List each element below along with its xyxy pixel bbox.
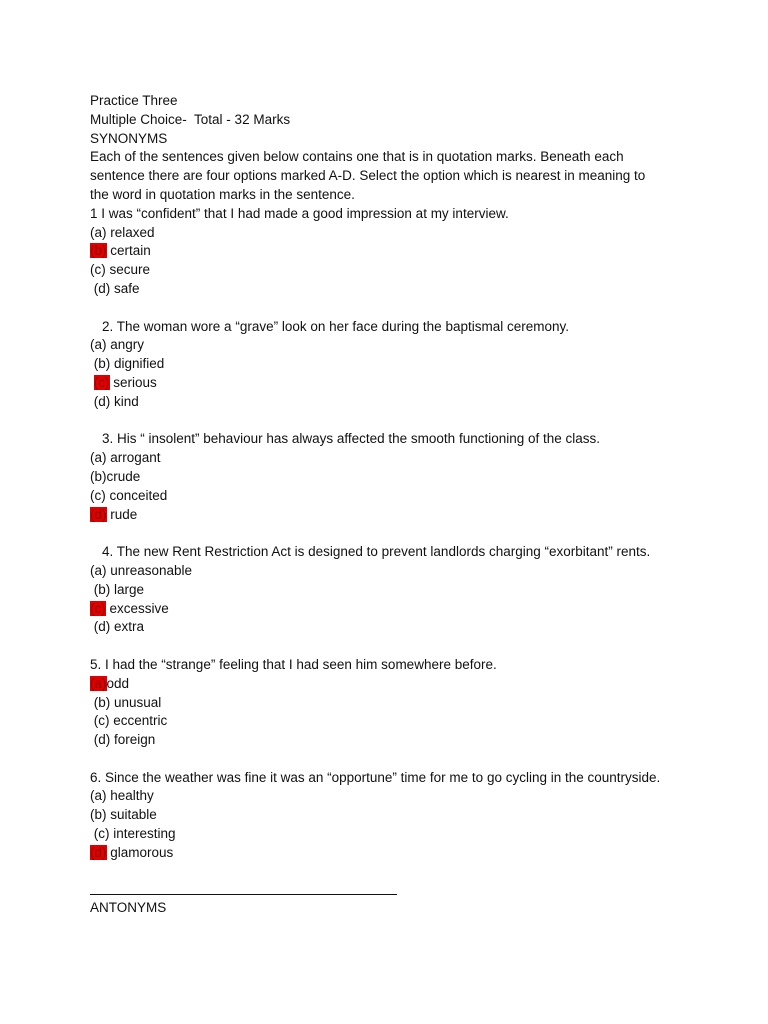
option-text: foreign — [110, 732, 156, 748]
option-label-highlighted: (c) — [93, 374, 110, 390]
option-label: (a) — [90, 788, 107, 804]
answer-option — [90, 562, 690, 581]
option-label: (d) — [93, 619, 111, 635]
question-text: 2. The woman wore a “grave” look on her face during the baptismal ceremony. — [102, 318, 569, 334]
question-text: 3. His “ insolent” behaviour has always affected the smooth functioning of the class. — [102, 431, 601, 447]
answer-option — [90, 280, 690, 299]
answer-option — [90, 600, 690, 619]
option-label: (d) — [93, 393, 111, 409]
option-label-highlighted: (d) — [90, 844, 107, 860]
option-text: certain — [106, 243, 151, 259]
answer-option — [90, 449, 690, 468]
question-text: 5. I had the “strange” feeling that I had seen him somewhere before. — [90, 656, 497, 672]
question-text: 1 I was “confident” that I had made a good impression at my interview. — [90, 205, 509, 221]
divider-rule — [90, 881, 397, 895]
answer-option — [90, 393, 690, 412]
option-text: excessive — [105, 600, 169, 616]
option-label: (a) — [90, 450, 107, 466]
document-title: Practice Three — [90, 93, 178, 108]
answer-option — [90, 731, 690, 750]
answer-option — [90, 825, 690, 844]
option-text: relaxed — [106, 224, 155, 240]
option-label-highlighted: (b) — [90, 243, 107, 259]
section-heading-antonyms: ANTONYMS — [90, 900, 167, 916]
option-label: (c) — [90, 262, 106, 278]
answer-option — [90, 844, 690, 863]
option-text: kind — [110, 393, 139, 409]
answer-option — [90, 787, 690, 806]
option-label: (b) — [93, 356, 111, 372]
option-text: odd — [106, 675, 130, 691]
option-label: (a) — [90, 562, 107, 578]
option-text: serious — [109, 374, 157, 390]
answer-option — [90, 355, 690, 374]
instructions-paragraph: Each of the sentences given below contains one that is in quotation marks. Beneath each sentence there are four options marked A-D. Select the option which is nearest in meaning to the word in quotation marks in the sentence. — [90, 149, 646, 202]
option-label: (b) — [93, 581, 111, 597]
option-text: glamorous — [106, 844, 174, 860]
answer-option — [90, 506, 690, 525]
answer-option — [90, 487, 690, 506]
option-label-highlighted: (a) — [90, 675, 107, 691]
option-text: interesting — [109, 826, 176, 842]
answer-option — [90, 618, 690, 637]
option-text: rude — [106, 506, 138, 522]
option-text: healthy — [106, 788, 154, 804]
option-label: (a) — [90, 337, 107, 353]
option-text: conceited — [105, 487, 168, 503]
option-label: (c) — [90, 487, 106, 503]
answer-option — [90, 581, 690, 600]
question-text: 6. Since the weather was fine it was an “opportune” time for me to go cycling in the countryside. — [90, 769, 661, 785]
answer-option — [90, 694, 690, 713]
option-label: (a) — [90, 224, 107, 240]
option-text: extra — [110, 619, 145, 635]
answer-option — [90, 712, 690, 731]
option-label: (b) — [90, 807, 107, 823]
option-label-highlighted: (d) — [90, 506, 107, 522]
option-label: (d) — [93, 732, 111, 748]
answer-option — [90, 336, 690, 355]
answer-option — [90, 242, 690, 261]
option-label-highlighted: (c) — [90, 600, 106, 616]
question-text: 4. The new Rent Restriction Act is designed to prevent landlords charging “exorbitant” rents. — [102, 544, 651, 560]
answer-option — [90, 224, 690, 243]
option-label: (c) — [93, 826, 110, 842]
option-text: eccentric — [109, 713, 168, 729]
option-text: suitable — [106, 807, 157, 823]
answer-option — [90, 468, 690, 487]
option-text: angry — [106, 337, 145, 353]
answer-option — [90, 261, 690, 280]
document-subtitle: Multiple Choice- Total - 32 Marks — [90, 111, 291, 127]
option-text: unreasonable — [106, 562, 193, 578]
questions-list — [90, 205, 690, 863]
option-text: secure — [105, 262, 151, 278]
option-label: (b) — [90, 468, 107, 484]
option-label: (c) — [93, 713, 110, 729]
section-heading-synonyms: SYNONYMS — [90, 130, 168, 146]
option-text: arrogant — [106, 450, 161, 466]
option-text: unusual — [110, 694, 162, 710]
answer-option — [90, 806, 690, 825]
option-label: (d) — [93, 280, 111, 296]
answer-option — [90, 675, 690, 694]
option-text: dignified — [110, 356, 165, 372]
answer-option — [90, 374, 690, 393]
option-text: crude — [106, 468, 141, 484]
option-text: large — [110, 581, 145, 597]
option-text: safe — [110, 280, 140, 296]
option-label: (b) — [93, 694, 111, 710]
document-body — [90, 92, 690, 918]
